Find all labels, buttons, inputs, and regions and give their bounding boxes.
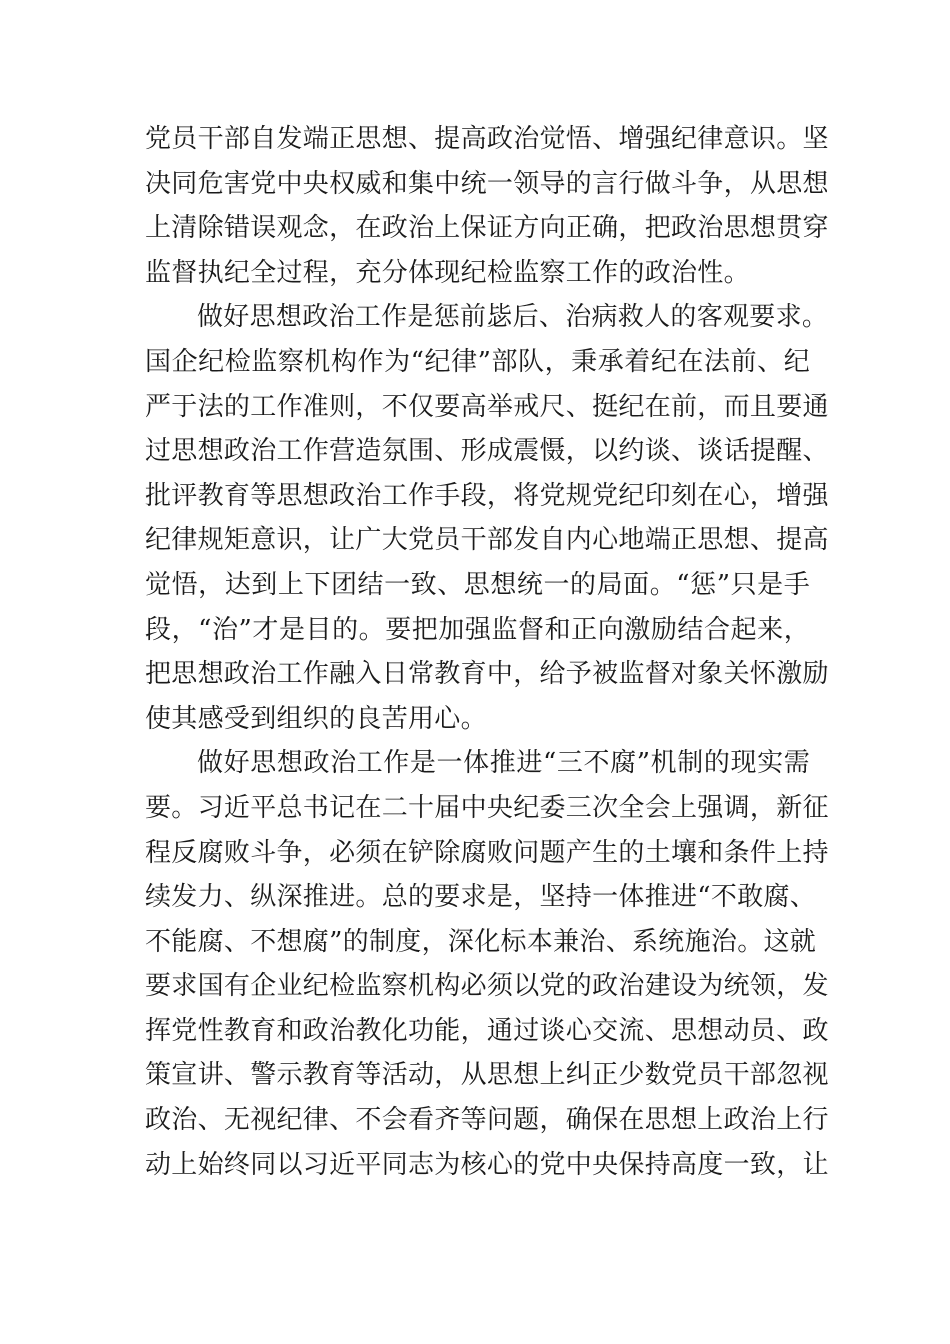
text-line: 策宣讲、警示教育等活动，从思想上纠正少数党员干部忽视: [145, 1060, 829, 1091]
text-line: 严于法的工作准则，不仅要高举戒尺、挺纪在前，而且要通: [145, 391, 829, 422]
text-line: 批评教育等思想政治工作手段，将党规党纪印刻在心，增强: [145, 480, 829, 511]
text-line: 觉悟，达到上下团结一致、思想统一的局面。“惩”只是手: [145, 569, 810, 600]
body-text: [145, 117, 829, 1187]
text-line: 段，“治”才是目的。要把加强监督和正向激励结合起来，: [145, 614, 810, 645]
text-line: 政治、无视纪律、不会看齐等问题，确保在思想上政治上行: [145, 1105, 829, 1136]
text-line: 挥党性教育和政治教化功能，通过谈心交流、思想动员、政: [145, 1015, 829, 1046]
text-line: 使其感受到组织的良苦用心。: [145, 703, 487, 734]
text-line: 上清除错误观念，在政治上保证方向正确，把政治思想贯穿: [145, 213, 829, 244]
text-line: 把思想政治工作融入日常教育中，给予被监督对象关怀激励: [145, 659, 829, 690]
text-line: 国企纪检监察机构作为“纪律”部队，秉承着纪在法前、纪: [145, 346, 810, 377]
text-line: 党员干部自发端正思想、提高政治觉悟、增强纪律意识。坚: [145, 124, 829, 154]
text-line: 不能腐、不想腐”的制度，深化标本兼治、系统施治。这就: [145, 926, 817, 957]
text-line: 纪律规矩意识，让广大党员干部发自内心地端正思想、提高: [145, 525, 829, 556]
text-line: 要求国有企业纪检监察机构必须以党的政治建设为统领，发: [145, 971, 829, 1002]
paragraph-first-line: 做好思想政治工作是惩前毖后、治病救人的客观要求。: [197, 302, 829, 333]
text-line: 要。习近平总书记在二十届中央纪委三次全会上强调，新征: [145, 792, 829, 823]
text-line: 续发力、纵深推进。总的要求是，坚持一体推进“不敢腐、: [145, 882, 817, 913]
paragraph-first-line: 做好思想政治工作是一体推进“三不腐”机制的现实需: [197, 748, 810, 779]
text-line: 过思想政治工作营造氛围、形成震慑，以约谈、谈话提醒、: [145, 436, 829, 467]
text-line: 决同危害党中央权威和集中统一领导的言行做斗争，从思想: [145, 168, 829, 199]
text-line: 监督执纪全过程，充分体现纪检监察工作的政治性。: [145, 257, 750, 288]
text-line: 动上始终同以习近平同志为核心的党中央保持高度一致，让: [145, 1149, 829, 1180]
text-line: 程反腐败斗争，必须在铲除腐败问题产生的土壤和条件上持: [145, 837, 829, 868]
